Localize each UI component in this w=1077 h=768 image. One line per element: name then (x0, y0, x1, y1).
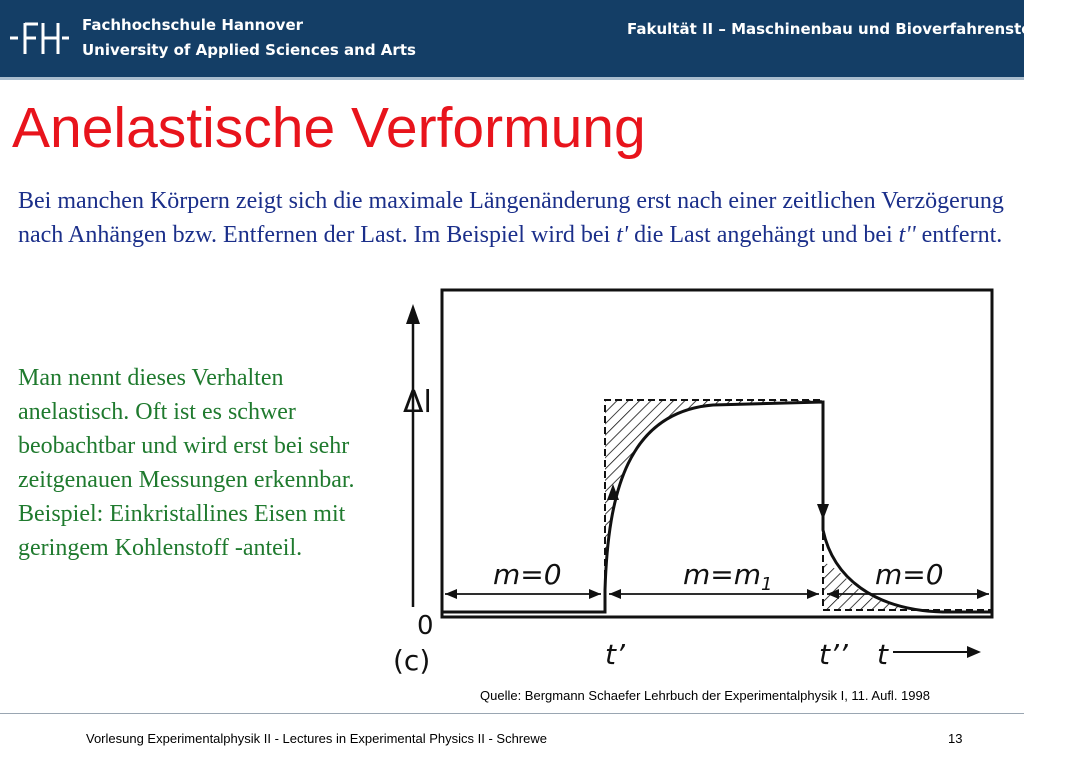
side-text-definition: Man nennt dieses Verhalten anelastisch. Oft ist es schwer beobachtbar und wird erst bei sehr zeitgenauen Messungen erkennbar. (18, 365, 355, 493)
intro-paragraph (18, 184, 1008, 252)
t-axis-label: t (877, 638, 888, 671)
footer-divider (0, 713, 1024, 714)
faculty-name: Fakultät II – Maschinenbau und Bioverfahrenstechnik (627, 20, 1077, 38)
mass-zero-left-label: m=0 (493, 558, 562, 591)
header-divider (0, 77, 1024, 80)
intro-text-part1: Bei manchen Körpern zeigt sich die maximale Längenänderung erst nach einer zeitlichen Verzögerung nach Anhängen bzw. Entfernen der Last. Im Beispiel wird bei (18, 188, 1004, 248)
school-name: Fachhochschule Hannover (82, 16, 304, 34)
mass-zero-right-label: m=0 (875, 558, 944, 591)
header-bar (0, 0, 1077, 77)
y-axis-label: Δl (403, 385, 432, 420)
school-name-english: University of Applied Sciences and Arts (82, 41, 416, 59)
page-number: 13 (948, 731, 963, 746)
university-logo (8, 18, 70, 58)
intro-t-double-prime: t'' (898, 222, 916, 248)
zero-label: 0 (417, 611, 434, 641)
t-double-prime-label: t’’ (819, 638, 848, 671)
side-text (18, 361, 378, 565)
curve-arrow-fall (817, 504, 829, 520)
t-prime-label: t’ (605, 638, 625, 671)
intro-t-prime: t' (616, 222, 629, 248)
intro-text-part2: die Last angehängt und bei (628, 222, 899, 248)
mass-m1-label: $m=m_1$ (683, 558, 773, 595)
anelastic-diagram (383, 272, 1003, 692)
panel-label: (c) (393, 644, 431, 677)
slide-title: Anelastische Verformung (12, 96, 646, 160)
side-text-example: Beispiel: Einkristallines Eisen mit geringem Kohlenstoff -anteil. (18, 501, 346, 561)
intro-text-part3: entfernt. (915, 222, 1003, 248)
figure-caption: Quelle: Bergmann Schaefer Lehrbuch der Experimentalphysik I, 11. Aufl. 1998 (480, 688, 930, 703)
footer-text: Vorlesung Experimentalphysik II - Lectures in Experimental Physics II - Schrewe (86, 731, 547, 746)
y-axis-arrowhead (406, 304, 420, 324)
